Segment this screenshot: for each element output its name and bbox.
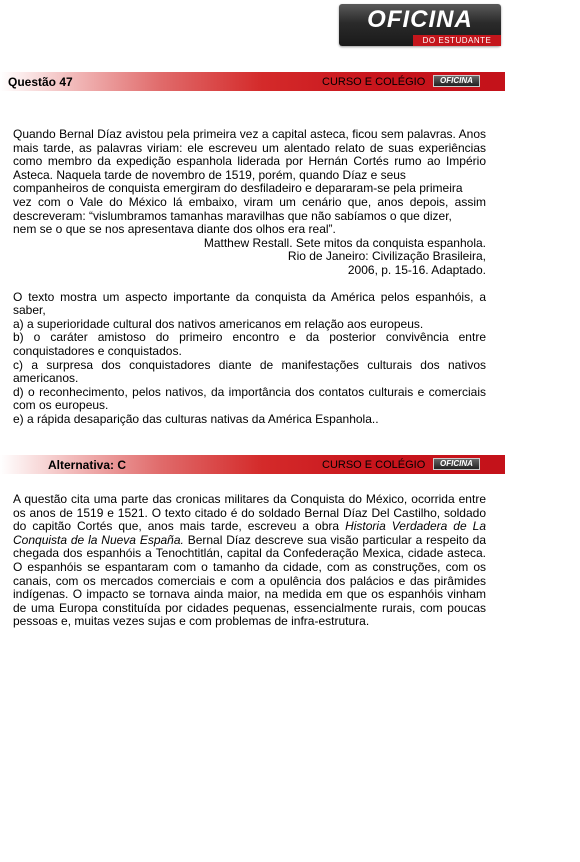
answer-text-part: A questão cita uma parte das cronicas militares da Conquista do México, ocorrida entre os anos de 1519 e 1521. O texto citado é do soldado Bernal Díaz Del Castilho, soldado do capitão Cortés que, anos mais tarde, escreveu a obra [13,492,486,534]
passage-text: Quando Bernal Díaz avistou pela primeira vez a capital asteca, ficou sem palavras. Anos mais tarde, as palavras viriam: ele escreveu um alentado relato de suas experiências como membro da expedição espanhola liderada por Hernán Cortés rumo ao Império Asteca. Naquela tarde de novembro de 1519, porém, quando Díaz e seus [13,127,486,182]
mini-logo: OFICINA [433,458,480,470]
option-d: d) o reconhecimento, pelos nativos, da importância dos contatos culturais e comerciais com os europeus. [13,384,486,413]
answer-explanation [13,493,486,629]
answer-label: Alternativa: C [48,458,127,472]
logo-main-text: OFICINA [367,6,473,33]
passage-line: companheiros de conquista emergiram do desfiladeiro e depararam-se pela primeira [13,181,463,196]
mini-logo: OFICINA [433,75,480,87]
question-number: Questão 47 [8,75,73,89]
question-block [13,128,486,426]
book-title: Historia Verdadera de La Conquista de la Nueva España. [13,519,486,547]
logo-sub-text: DO ESTUDANTE [413,35,501,46]
passage-line: vez com o Vale do México lá embaixo, viram um cenário que, anos depois, assim [13,194,486,209]
option-c: c) a surpresa dos conquistadores diante de manifestações culturais dos nativos americanos. [13,357,486,386]
brand-logo [339,4,501,46]
passage-line: nem se o que se nos apresentava diante dos olhos era real”. [13,222,336,237]
option-e: e) a rápida desaparição das culturas nativas da América Espanhola.. [13,411,379,426]
course-label: CURSO E COLÉGIO [322,459,426,471]
option-a: a) a superioridade cultural dos nativos americanos em relação aos europeus. [13,316,424,331]
header-gradient [0,72,505,91]
source-line: Matthew Restall. Sete mitos da conquista espanhola. [203,235,486,250]
course-label: CURSO E COLÉGIO [322,76,426,88]
answer-block [13,493,486,629]
question-stem: O texto mostra um aspecto importante da conquista da América pelos espanhóis, a saber, [13,289,486,318]
passage-line: descreveram: “vislumbramos tamanhas maravilhas que não sabíamos o que dizer, [13,208,452,223]
answer-text-part: Bernal Díaz descreve sua visão particular a respeito da chegada dos espanhóis a Tenochtitlán, capital da Confederação Mexica, cidade asteca. O espanhóis se espantaram com o tamanho da cidade, com as construções, com os canais, com os mercados comerciais e com a opulência dos palácios e das pirâmides indígenas. O impacto se tornava ainda maior, na medida em que os espanhóis vinham de uma Europa constituída por cidades pequenas, essencialmente rurais, com poucas pessoas e, muitas vezes sujas e com problemas de infra-estrutura. [13,532,486,629]
source-line: Rio de Janeiro: Civilização Brasileira, [287,249,486,264]
source-line: 2006, p. 15-16. Adaptado. [347,262,486,277]
question-header-bar [0,72,505,91]
option-b: b) o caráter amistoso do primeiro encontro e da posterior convivência entre conquistadores e conquistados. [13,330,486,358]
answer-header-bar [0,455,505,474]
